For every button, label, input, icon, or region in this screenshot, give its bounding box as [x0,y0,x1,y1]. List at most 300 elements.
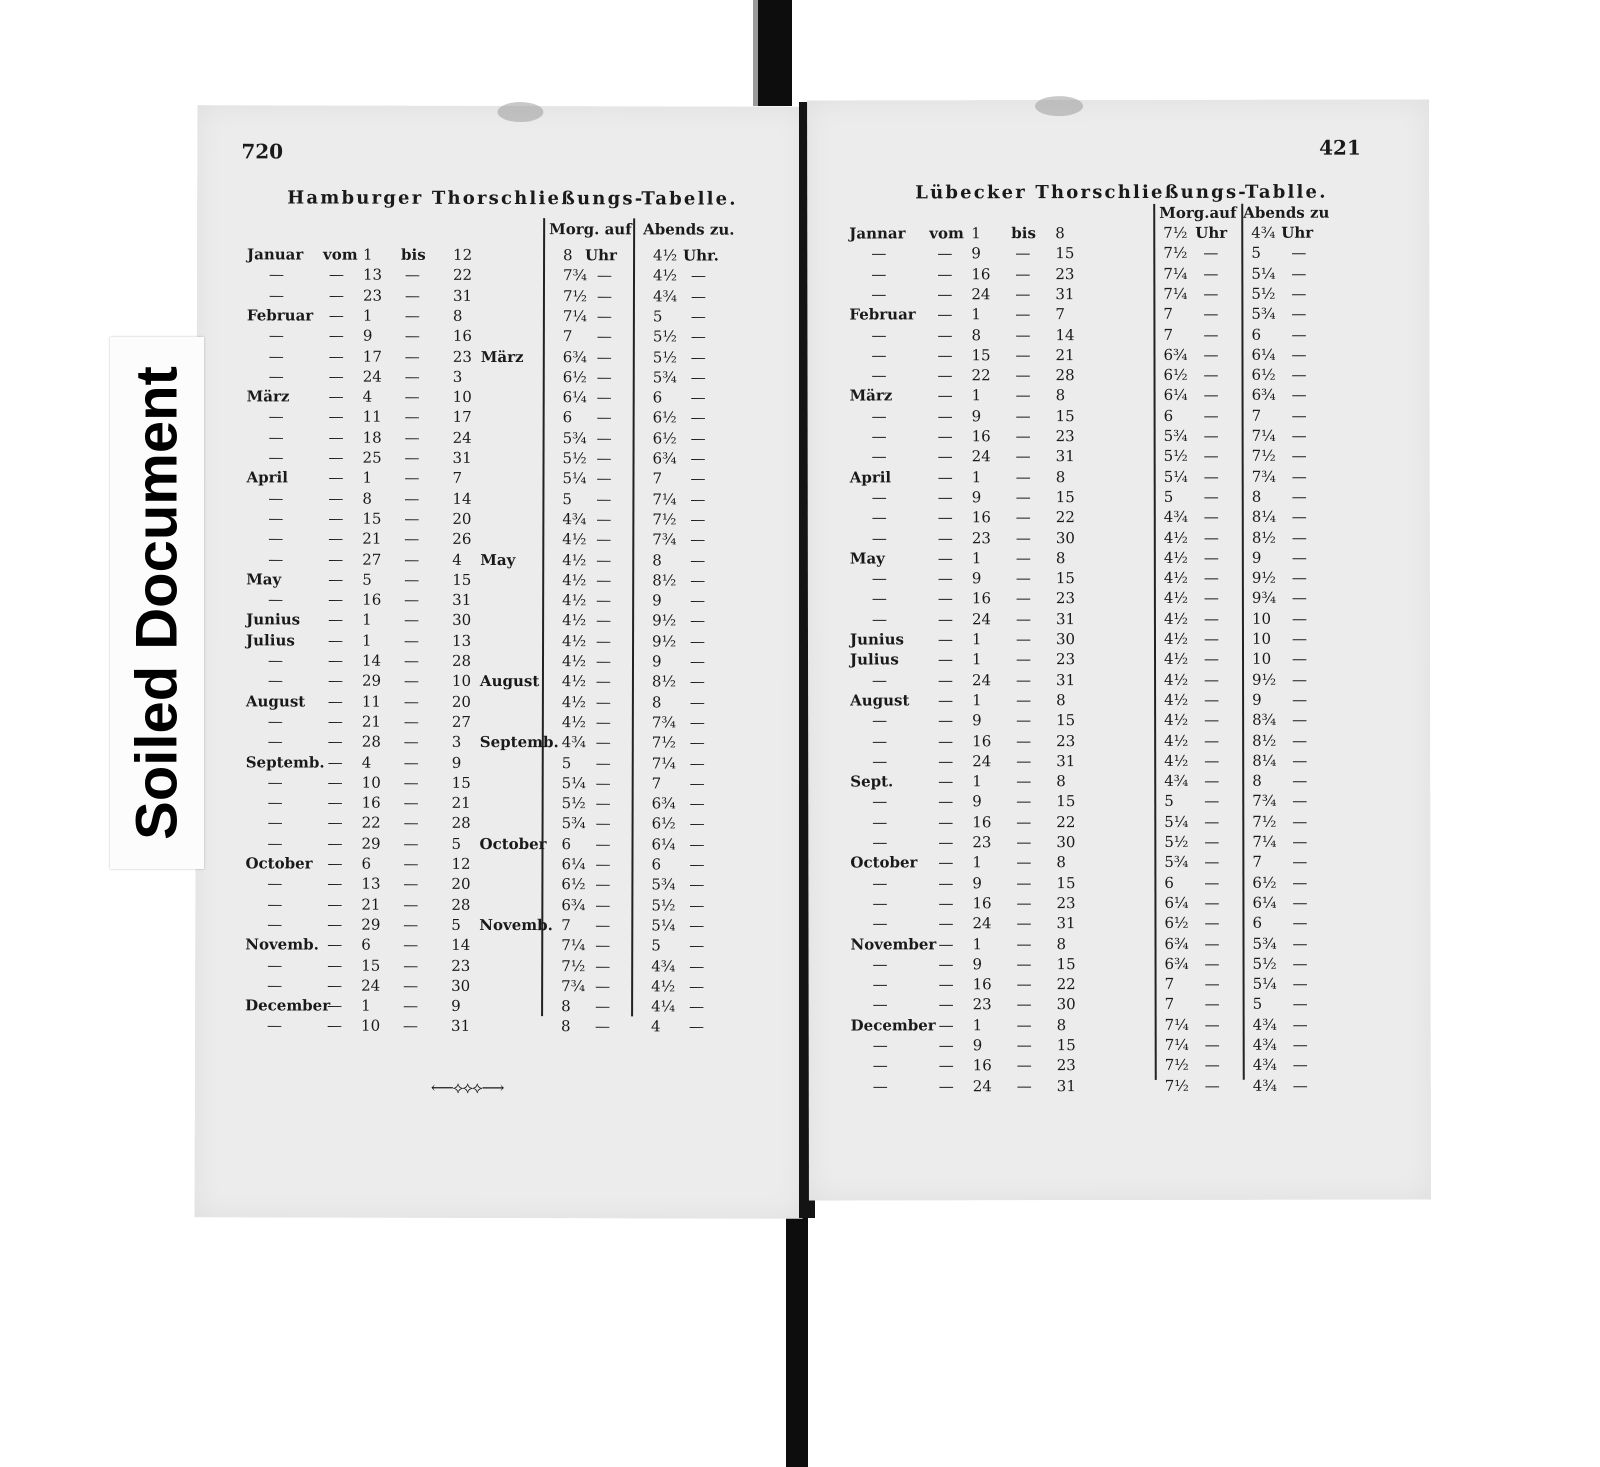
abends-value: 6 [651,855,662,874]
ditto-mark: — [596,368,612,387]
row-to: 30 [452,611,472,630]
row-month: Julius [850,650,899,669]
ditto-mark: — [1292,1035,1308,1054]
ditto-mark: — [403,773,419,792]
row-from: 23 [362,286,383,305]
ditto-mark: — [595,672,611,691]
ditto-mark: — [871,366,887,385]
row-from: 9 [972,1036,983,1055]
row-from: 1 [972,853,982,872]
row-month: März [246,387,290,406]
row-from: 16 [971,264,991,283]
abends-value: 5¾ [652,368,677,387]
ditto-mark: — [1203,325,1219,344]
soiled-document-label [110,337,204,869]
ditto-mark: — [689,875,705,894]
ditto-mark: — [268,549,284,568]
row-to: 23 [452,347,472,366]
ditto-mark: — [327,996,343,1015]
ditto-mark: — [1016,914,1032,933]
ditto-mark: — [1291,325,1307,344]
ditto-mark: — [1292,792,1308,811]
row-to: 8 [452,306,463,325]
ditto-mark: — [1292,710,1308,729]
ditto-mark: — [596,307,612,326]
ditto-mark: — [267,874,283,893]
ditto-mark: — [871,264,887,284]
ditto-mark: — [938,1056,954,1075]
abends-value: 6¼ [1252,893,1277,912]
ditto-mark: — [1016,995,1032,1014]
abends-value: 8 [1252,771,1262,790]
row-from: 13 [361,874,381,893]
ditto-mark: — [404,347,420,366]
ditto-mark: — [871,488,887,507]
ditto-mark: — [1016,691,1032,710]
ditto-mark: — [327,834,343,853]
ditto-mark: — [938,873,954,892]
abends-value: 7¾ [1252,792,1277,811]
row-to: 8 [1056,772,1066,791]
morg-value: 4½ [562,631,587,650]
morg-value: 6¾ [1164,934,1189,953]
ditto-mark: — [1291,609,1307,628]
ditto-mark: — [1291,243,1307,262]
abends-value: 7¼ [651,753,676,772]
ditto-mark: — [268,407,284,426]
ditto-mark: — [1015,325,1031,344]
row-from: 16 [972,812,992,831]
ditto-mark: — [404,529,420,548]
row-to: 31 [1055,609,1076,628]
ditto-mark: — [595,753,611,772]
row-month: März [849,386,893,405]
ditto-mark: — [937,427,953,446]
row-month: Junius [849,630,904,649]
binding-strip-bottom [786,1206,808,1467]
ditto-mark: — [596,286,612,305]
morg-value: 4½ [1163,568,1188,588]
ditto-mark: — [938,1076,954,1095]
morg-value: 4¾ [1164,771,1189,791]
row-from: 16 [971,427,991,446]
row-to: 22 [1055,508,1075,527]
ditto-mark: — [1204,1015,1220,1034]
ditto-mark: — [937,366,953,385]
ditto-mark: — [595,1017,611,1036]
ditto-mark: — [268,509,284,528]
morg-value: 5¼ [562,469,587,488]
ditto-mark: — [937,630,953,649]
abends-value: 7½ [651,733,676,752]
ditto-mark: — [1291,487,1307,506]
ditto-mark: — [689,835,705,854]
abends-value: 7½ [652,510,677,529]
ditto-mark: — [404,590,420,609]
abends-value: 5¼ [1252,974,1277,993]
ditto-mark: — [1203,568,1219,587]
row-to: 31 [452,286,473,305]
ditto-mark: — [596,428,612,447]
abends-value: 8½ [1251,528,1276,547]
ditto-mark: — [1291,589,1307,608]
row-to: 22 [1056,975,1076,994]
ditto-mark: — [1204,934,1220,953]
ditto-mark: — [596,408,612,427]
ditto-mark: — [328,529,344,548]
ditto-mark: — [1016,833,1032,852]
ditto-mark: — [1016,711,1032,730]
row-from: 27 [362,550,382,569]
morg-value: 4½ [1163,548,1188,567]
header-morg: Morg. auf [549,220,632,239]
morg-value: 7¼ [562,307,588,326]
ditto-mark: — [938,833,954,852]
abends-value: 9 [1251,548,1262,567]
ditto-mark: — [871,508,887,527]
morg-value: 5 [561,753,572,772]
abends-value: 4 [651,1017,661,1036]
ditto-mark: — [267,793,283,812]
row-to: 28 [451,895,471,914]
ditto-mark: — [328,489,344,508]
row-to: 21 [451,793,471,813]
ditto-mark: — [328,570,344,589]
morg-value: 6¾ [561,895,586,914]
ditto-mark: — [1292,934,1308,953]
row-from: 8 [362,489,372,508]
abends-value: 7½ [1251,447,1276,466]
abends-value: 7¼ [652,489,677,509]
morg-value: 7 [1164,995,1175,1014]
row-from: 9 [971,406,982,425]
row-from: 28 [361,732,381,751]
ditto-mark: — [938,1015,954,1035]
ditto-mark: — [1204,853,1220,872]
ditto-mark: — [1204,771,1220,790]
abends-value: 8 [652,550,662,569]
row-to: 15 [451,773,471,792]
ditto-mark: — [404,266,421,285]
abends-value: 6¾ [651,794,676,813]
morg-value: 6¾ [562,347,587,366]
row-from: 23 [971,528,991,547]
ditto-mark: — [596,347,612,366]
ditto-mark: — [938,955,954,974]
row-to: 8 [1056,690,1066,710]
morg-value: 5½ [1164,832,1189,851]
morg-value: 4½ [562,550,587,569]
ditto-mark: — [937,406,953,426]
morg-value: 7 [1164,974,1175,994]
ditto-mark: — [690,591,706,610]
ditto-mark: — [1203,629,1219,648]
ditto-mark: — [690,388,706,407]
ditto-mark: — [268,326,284,345]
abends-value: 9 [651,652,662,671]
ditto-mark: — [595,834,611,853]
row-from: 5 [362,570,372,589]
ditto-mark: — [690,550,706,570]
row-to: 17 [452,408,472,427]
header-uhr: Uhr [1195,223,1228,242]
row-to: 8 [1055,386,1066,405]
ditto-mark: — [1016,853,1032,872]
morg-value: 5 [1163,487,1174,506]
ditto-mark: — [937,346,953,365]
row-from: 16 [972,975,992,994]
ditto-mark: — [690,490,706,509]
morg-value: 7¾ [562,266,588,285]
ditto-mark: — [1204,954,1220,973]
row-from: 13 [362,265,383,284]
row-from: 16 [361,793,381,812]
abends-value: 5 [1251,244,1261,263]
ditto-mark: — [1015,386,1031,405]
ditto-mark: — [1016,650,1032,669]
ditto-mark: — [596,489,612,508]
ditto-mark: — [1291,386,1307,405]
row-from: 16 [971,508,991,527]
ditto-mark: — [872,833,888,852]
morg-value: 4½ [561,672,587,691]
row-from: 1 [971,630,982,649]
ditto-mark: — [689,916,705,935]
row-month: August [850,691,910,710]
row-to: 14 [451,936,471,955]
ditto-mark: — [595,956,611,975]
row-to: 28 [1055,366,1075,385]
abends-value: 9 [652,591,662,610]
ditto-mark: — [403,895,419,914]
ditto-mark: — [328,347,344,366]
ditto-mark: — [872,1036,888,1055]
row-month: August [245,691,306,711]
row-month: Junius [246,610,301,629]
row-month: November [850,934,937,953]
ditto-mark: — [1204,711,1220,730]
ditto-mark: — [1015,244,1031,263]
row-to: 15 [452,570,472,589]
ditto-mark: — [403,793,419,812]
abends-value: 5½ [1251,284,1276,303]
row-month: Septemb. [245,752,325,772]
row-from: 23 [972,995,992,1014]
ditto-mark: — [872,1076,888,1096]
morg-value: 7½ [561,956,586,975]
row-from: 1 [971,549,982,568]
abends-value: 6½ [1251,365,1276,384]
abends-value: 9¾ [1251,589,1277,608]
row-from: 18 [362,428,382,447]
ditto-mark: — [404,611,420,630]
page-number: 720 [241,139,284,164]
abends-value: 7¾ [1251,467,1276,486]
morg-value: 7¼ [561,936,586,955]
ditto-mark: — [937,569,953,588]
row-from: 24 [971,285,991,304]
ditto-mark: — [938,650,954,669]
row-from: 16 [972,1056,992,1075]
morg-value: 4½ [1163,609,1189,628]
ditto-mark: — [690,266,707,285]
morg-value: 6 [1164,873,1174,892]
ditto-mark: — [267,813,283,832]
row-from: 1 [971,386,982,405]
ditto-mark: — [267,955,283,974]
ditto-mark: — [871,447,887,466]
ditto-mark: — [1204,751,1220,770]
ditto-mark: — [1292,873,1308,892]
ditto-mark: — [327,671,343,690]
header-to: 12 [453,245,473,264]
ditto-mark: — [689,1017,705,1036]
ditto-mark: — [596,591,612,610]
ditto-mark: — [404,306,420,325]
ditto-mark: — [871,325,887,344]
ditto-mark: — [689,713,705,732]
ditto-mark: — [690,449,706,468]
ditto-mark: — [871,589,887,608]
ditto-mark: — [404,489,420,508]
morg-value: 6¼ [1164,893,1189,912]
ditto-mark: — [1204,893,1220,912]
ditto-mark: — [267,1016,283,1035]
abends-value: 5¾ [651,875,676,894]
ditto-mark: — [327,854,343,873]
ditto-mark: — [327,895,343,914]
morg-value: 6¼ [1163,386,1188,405]
row-from: 9 [972,792,982,811]
ditto-mark: — [1292,893,1308,912]
ditto-mark: — [1292,670,1308,689]
ditto-mark: — [872,792,888,811]
ditto-mark: — [596,327,612,346]
ditto-mark: — [690,611,706,630]
ditto-mark: — [872,995,888,1014]
row-from: 6 [361,854,372,873]
row-from: 29 [361,834,381,853]
ditto-mark: — [595,774,611,793]
abends-value: 4¾ [652,286,678,306]
morg-value: 5¾ [561,814,586,833]
ditto-mark: — [1204,670,1220,689]
header-uhr: Uhr [1281,223,1314,242]
morg-value: 4½ [562,591,587,610]
ditto-mark: — [1016,670,1032,689]
morg-value: 4½ [561,652,587,671]
ditto-mark: — [937,264,953,283]
row-to: 15 [1056,954,1076,973]
abends-value: 5¼ [651,916,676,935]
row-from: 6 [361,935,371,954]
header-from: 1 [971,224,981,243]
ditto-mark: — [1016,1015,1032,1034]
ditto-mark: — [690,469,706,488]
ditto-mark: — [1015,366,1031,385]
abends-value: 5¾ [1251,304,1276,323]
morg-value: 7½ [1164,1076,1189,1095]
ditto-mark: — [404,631,420,650]
ditto-mark: — [1016,975,1032,994]
morg-value: 4½ [561,692,587,711]
row-to-month: October [479,834,547,853]
row-month: October [245,854,313,873]
ditto-mark: — [596,388,612,407]
header-abends: Abends zu. [643,220,735,239]
row-to: 13 [452,631,472,650]
row-to: 23 [1056,731,1076,750]
row-from: 23 [972,833,992,852]
row-to: 26 [452,530,472,549]
ditto-mark: — [1015,630,1031,649]
luebeck-table [807,99,1429,100]
row-to: 8 [1055,548,1066,567]
abends-value: 7 [1251,406,1262,425]
ditto-mark: — [268,488,284,508]
ditto-mark: — [404,550,420,569]
row-from: 24 [972,1076,992,1095]
ditto-mark: — [937,285,953,304]
row-month: April [849,467,892,487]
row-to: 7 [1055,305,1065,324]
ditto-mark: — [1204,690,1220,709]
ditto-mark: — [1204,812,1220,831]
ditto-mark: — [690,307,706,326]
row-to: 5 [451,834,462,853]
row-from: 1 [972,772,982,791]
ditto-mark: — [1015,285,1031,304]
abends-value: 4½ [652,266,678,285]
abends-value: 9½ [652,611,677,630]
ditto-mark: — [689,814,705,833]
ditto-mark: — [938,894,954,913]
row-to: 15 [1055,406,1075,425]
row-from: 24 [971,447,991,466]
row-from: 4 [362,387,373,406]
ditto-mark: — [1291,467,1307,486]
morg-value: 7¼ [1164,1015,1189,1034]
abends-value: 5 [652,307,663,326]
ditto-mark: — [1204,873,1220,892]
row-month: December [245,996,331,1015]
ditto-mark: — [1291,264,1307,283]
ditto-mark: — [937,467,953,486]
ditto-mark: — [1015,548,1031,567]
morg-value: 7¼ [1164,1035,1189,1054]
abends-value: 4¾ [1252,1015,1277,1034]
table-title: Lübecker Thorschließungs-Tablle. [915,181,1328,204]
ditto-mark: — [596,469,612,488]
row-to: 31 [452,590,472,610]
row-month: December [850,1016,936,1035]
row-to: 31 [1056,751,1076,770]
row-to: 10 [452,387,472,407]
morg-value: 7¼ [1163,284,1188,303]
ditto-mark: — [872,975,888,994]
row-to: 31 [1055,284,1075,304]
ditto-mark: — [327,753,343,772]
ditto-mark: — [1204,1035,1220,1054]
row-to: 15 [1055,487,1075,507]
ditto-mark: — [327,793,343,812]
ditto-mark: — [404,408,420,427]
header-vom: vom [323,245,358,264]
row-to: 15 [1056,792,1076,811]
header-bis: bis [1011,224,1036,243]
ditto-mark: — [938,670,954,689]
abends-value: 7 [652,469,663,488]
